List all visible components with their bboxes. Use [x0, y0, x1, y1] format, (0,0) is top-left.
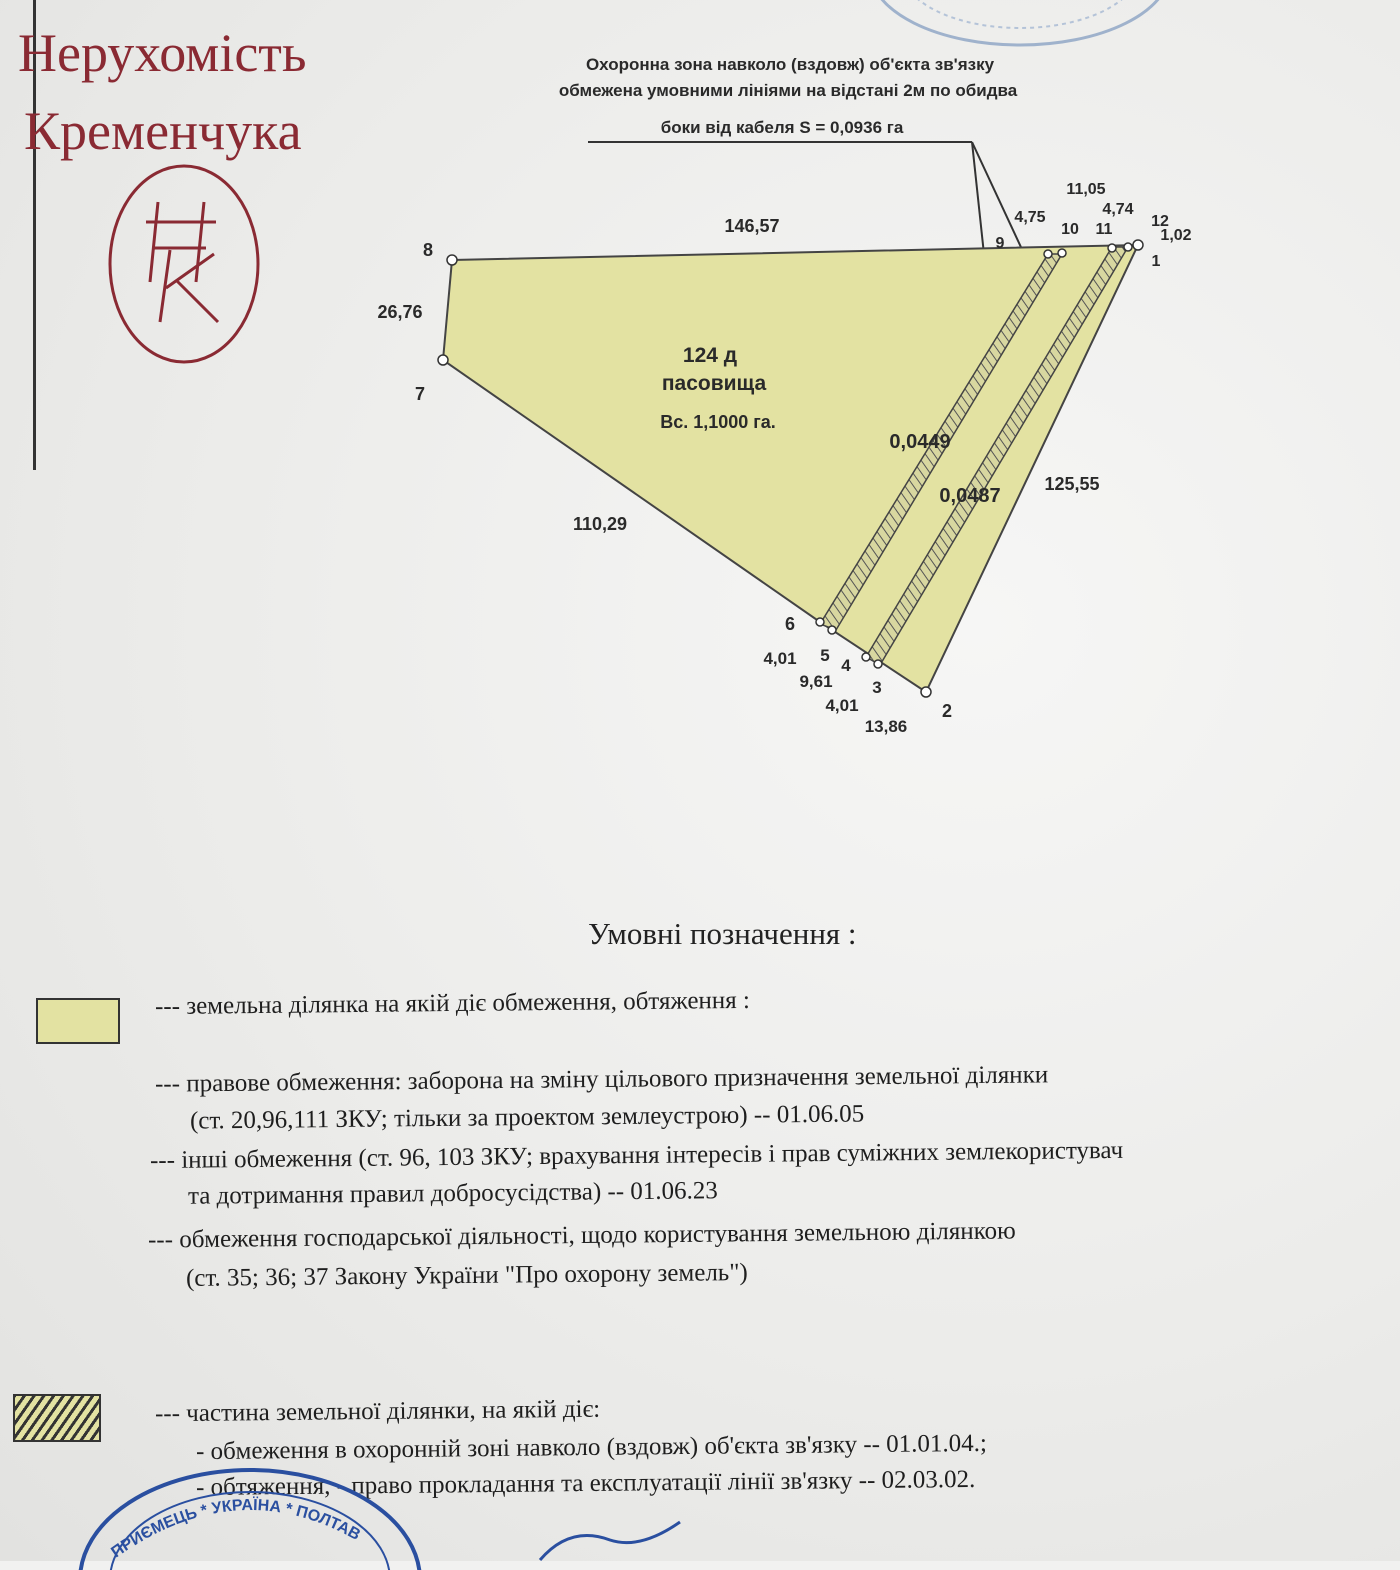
zone-area-1: 0,0449: [889, 431, 951, 453]
point-label-5: 5: [820, 646, 830, 665]
length-5-4: 9,61: [799, 672, 833, 691]
point-label-2: 2: [941, 701, 953, 721]
point-label-6: 6: [784, 614, 796, 634]
length-11-12: 4,74: [1102, 201, 1134, 218]
point-label-3: 3: [872, 678, 882, 697]
legend-title: Умовні позначення :: [588, 916, 857, 951]
length-left: 26,76: [377, 302, 423, 322]
length-12-1: 1,02: [1160, 227, 1192, 244]
parcel-id: 124 д: [682, 344, 738, 367]
point-label-9: 9: [995, 235, 1005, 252]
plan-caption-line1: Охоронна зона навколо (вздовж) об'єкта зв'язку: [585, 55, 995, 74]
point-label-12: 12: [1151, 213, 1169, 230]
point-label-4: 4: [841, 656, 851, 675]
point-label-11: 11: [1095, 221, 1113, 238]
legend-item-1: --- земельна ділянка на якій діє обмеження, обтяження :: [154, 986, 751, 1021]
watermark-line1: Нерухомість: [18, 23, 307, 83]
point-label-7: 7: [414, 384, 426, 404]
point-label-10: 10: [1061, 221, 1079, 238]
legend-item-5-line3: - обтяження, - право прокладання та експлуатації лінії зв'язку -- 02.03.02.: [195, 1465, 976, 1502]
plan-caption-line2: обмежена умовними лініями на відстані 2м по обидва: [558, 81, 1018, 100]
length-lower-left: 110,29: [572, 514, 628, 534]
legend-item-3-line1: --- інші обмеження (ст. 96, 103 ЗКУ; врахування інтересів і прав суміжних землекористувач: [149, 1136, 1124, 1175]
legend-item-5-line1: --- частина земельної ділянки, на якій діє:: [154, 1395, 601, 1428]
point-label-8: 8: [422, 240, 434, 260]
zone-area-2: 0,0487: [939, 485, 1001, 507]
legend-item-3-line2: та дотримання правил добросусідства) -- 01.06.23: [187, 1177, 718, 1210]
point-label-1: 1: [1151, 253, 1161, 270]
signature-mark: [530, 1520, 690, 1565]
length-right: 125,55: [1044, 474, 1100, 494]
length-3-2: 13,86: [864, 717, 908, 736]
legend-item-5-line2: - обмеження в охоронній зоні навколо (вздовж) об'єкта зв'язку -- 01.01.04.;: [195, 1429, 988, 1466]
length-10-11: 11,05: [1066, 181, 1106, 198]
length-9-10: 4,75: [1014, 209, 1046, 226]
legend-swatch-plain: [36, 998, 120, 1044]
legend-item-2-line1: --- правове обмеження: заборона на зміну цільового призначення земельної ділянки: [154, 1061, 1049, 1098]
legend-item-4-line1: --- обмеження господарської діяльності, щодо користування земельною ділянкою: [147, 1217, 1016, 1254]
bottom-stamp: [70, 1430, 450, 1570]
legend-item-4-line2: (ст. 35; 36; 37 Закону України "Про охорону земель"): [185, 1259, 748, 1292]
length-4-3: 4,01: [825, 696, 859, 715]
length-6-5: 4,01: [763, 649, 797, 668]
plan-caption-line3: боки від кабеля S = 0,0936 га: [660, 118, 904, 137]
stamp-text: ПРИЄМЕЦЬ * УКРАЇНА * ПОЛТАВ: [108, 1496, 364, 1562]
parcel-area: Вс. 1,1000 га.: [660, 412, 776, 432]
legend-item-2-line2: (ст. 20,96,111 ЗКУ; тільки за проектом землеустрою) -- 01.06.05: [189, 1100, 865, 1135]
length-top: 146,57: [724, 216, 780, 236]
parcel-use: пасовища: [661, 372, 767, 395]
watermark-monogram-logo: [106, 162, 262, 366]
watermark-line2: Кременчука: [24, 101, 302, 161]
